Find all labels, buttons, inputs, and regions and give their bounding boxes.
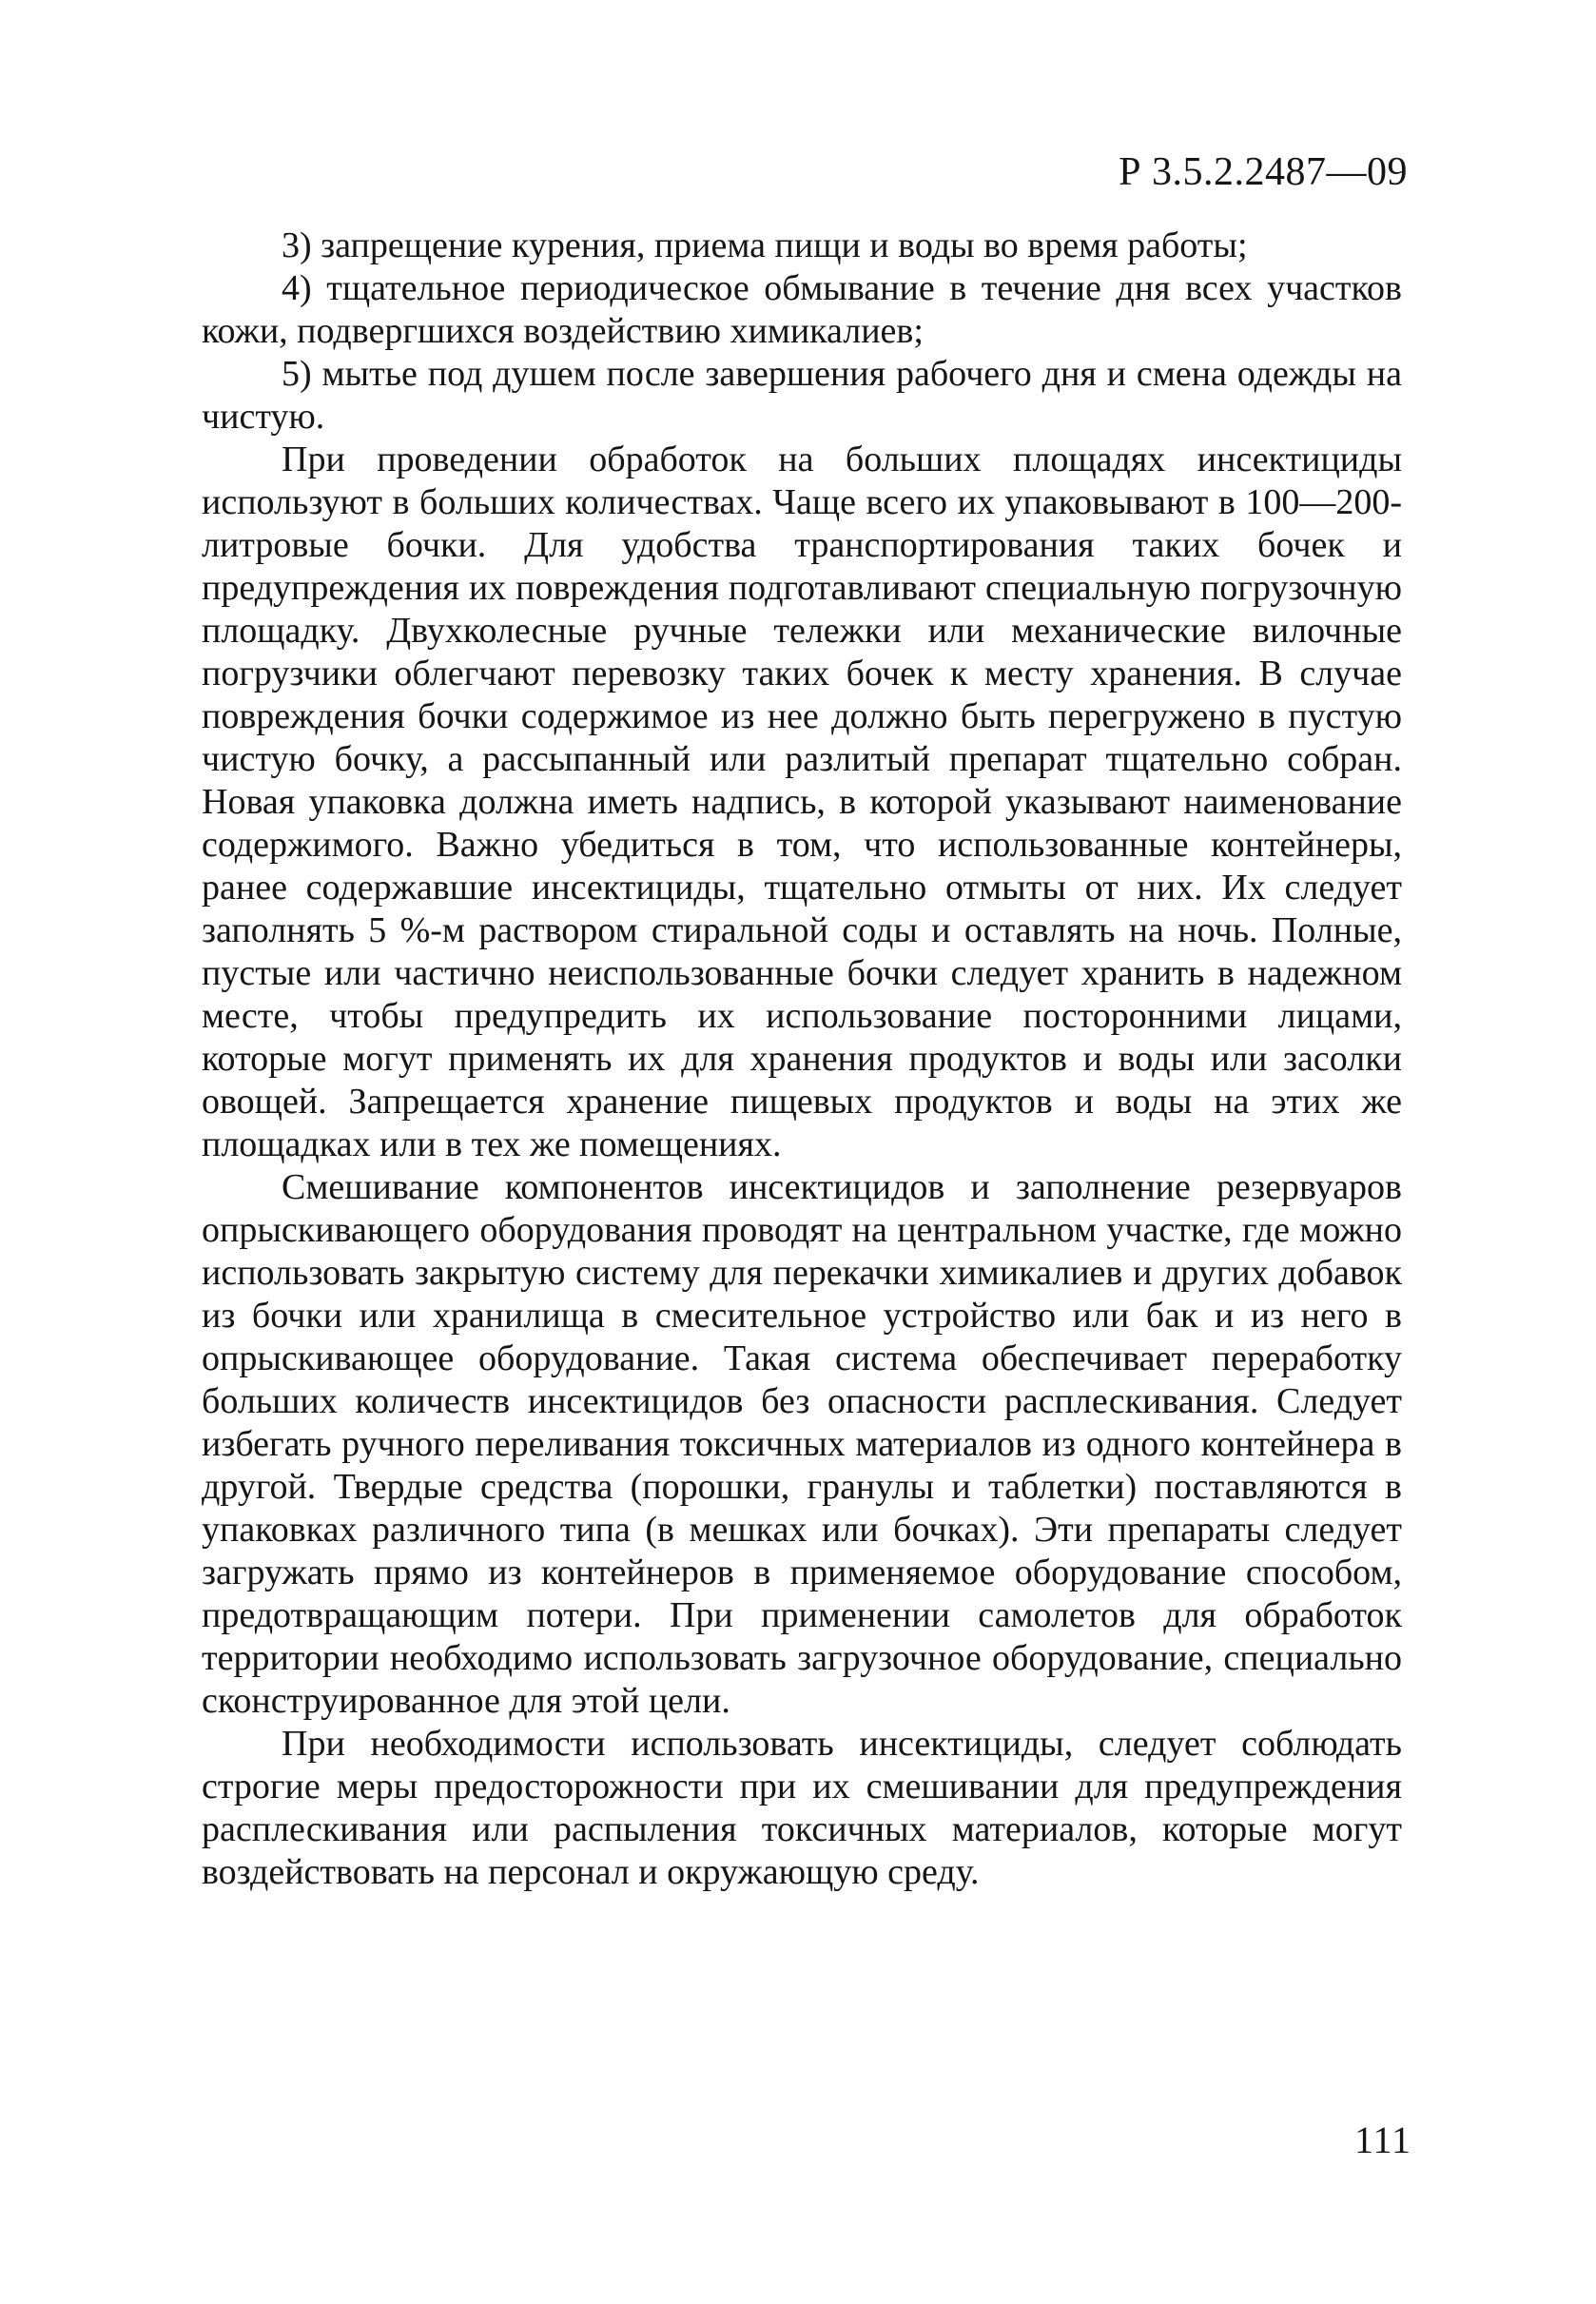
list-item-4: 4) тщательное периодическое обмывание в течение дня всех участков кожи, подвергшихся воздействию химикалиев;	[202, 268, 1402, 351]
paragraph-precautions: При необходимости использовать инсектициды, следует соблюдать строгие меры предосторожности при их смешивании для предупреждения расплескивания или распыления токсичных материалов, которые могут воздействовать на персонал и окружающую среду.	[202, 1724, 1402, 1892]
body-text	[202, 225, 1402, 1894]
paragraph-mixing: Смешивание компонентов инсектицидов и заполнение резервуаров опрыскивающего оборудования проводят на центральном участке, где можно использовать закрытую систему для перекачки химикалиев и других добавок из бочки или хранилища в смесительное устройство или бак и из него в опрыскивающее оборудование. Такая система обеспечивает переработку больших количеств инсектицидов без опасности расплескивания. Следует избегать ручного переливания токсичных материалов из одного контейнера в другой. Твердые средства (порошки, гранулы и таблетки) поставляются в упаковках различного типа (в мешках или бочках). Эти препараты следует загружать прямо из контейнеров в применяемое оборудование способом, предотвращающим потери. При применении самолетов для обработок территории необходимо использовать загрузочное оборудование, специально сконструированное для этой цели.	[202, 1167, 1402, 1721]
page-number: 111	[1353, 2119, 1411, 2161]
list-item-5: 5) мытье под душем после завершения рабочего дня и смена одежды на чистую.	[202, 354, 1402, 437]
paragraph-storage: При проведении обработок на больших площадях инсектициды используют в больших количествах. Чаще всего их упаковывают в 100—200-литровые бочки. Для удобства транспортирования таких бочек и предупреждения их повреждения подготавливают специальную погрузочную площадку. Двухколесные ручные тележки или механические вилочные погрузчики облегчают перевозку таких бочек к месту хранения. В случае повреждения бочки содержимое из нее должно быть перегружено в пустую чистую бочку, а рассыпанный или разлитый препарат тщательно собран. Новая упаковка должна иметь надпись, в которой указывают наименование содержимого. Важно убедиться в том, что использованные контейнеры, ранее содержавшие инсектициды, тщательно отмыты от них. Их следует заполнять 5 %-м раствором стиральной соды и оставлять на ночь. Полные, пустые или частично неиспользованные бочки следует хранить в надежном месте, чтобы предупредить их использование посторонними лицами, которые могут применять их для хранения продуктов и воды или засолки овощей. Запрещается хранение пищевых продуктов и воды на этих же площадках или в тех же помещениях.	[202, 439, 1402, 1164]
document-code: Р 3.5.2.2487—09	[1119, 150, 1408, 194]
list-item-3: 3) запрещение курения, приема пищи и воды во время работы;	[282, 225, 1248, 265]
